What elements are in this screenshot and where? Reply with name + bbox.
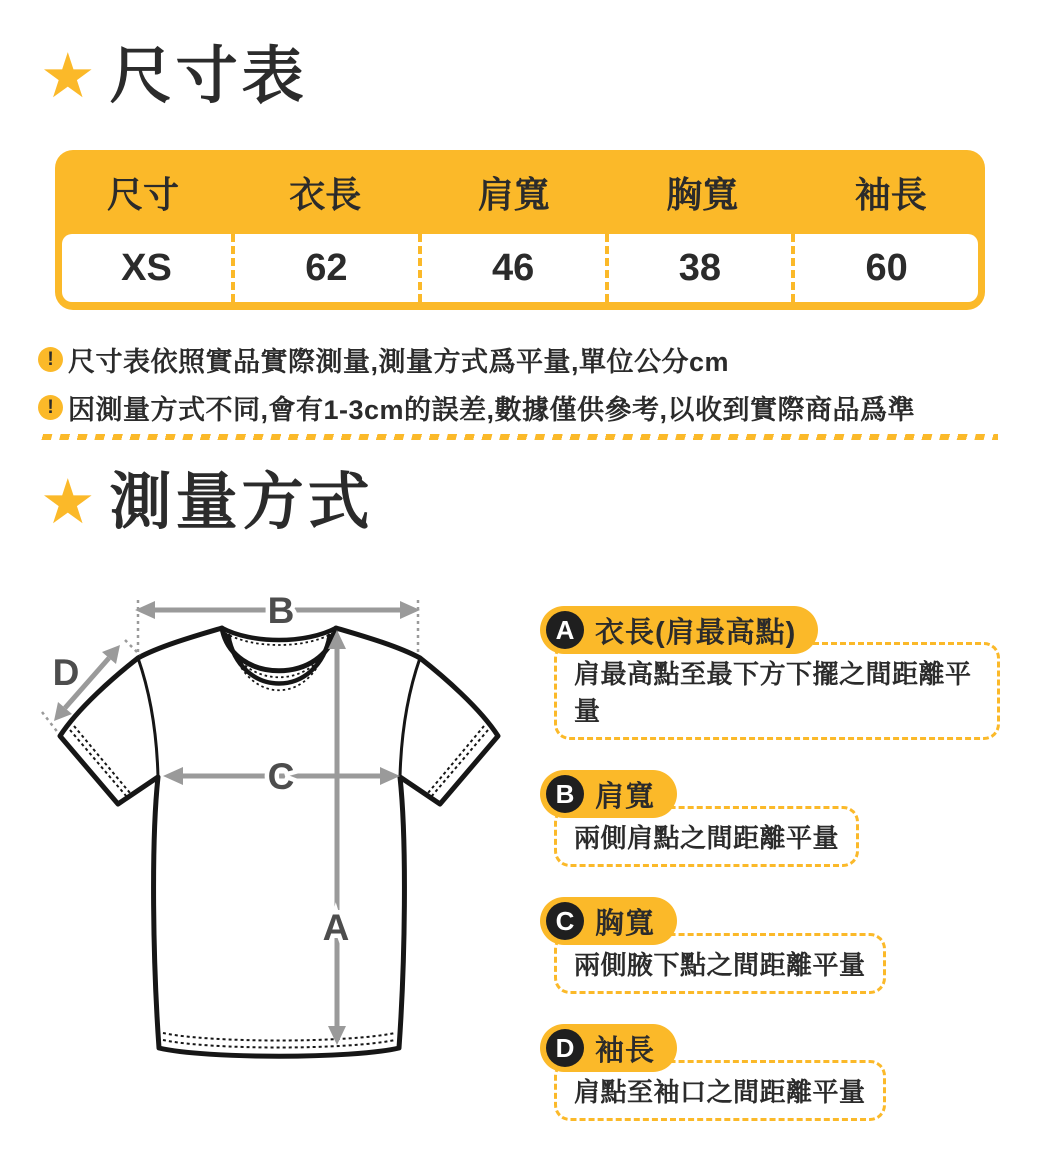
diagram-label-d: D	[52, 652, 80, 693]
diagram-label-b: B	[267, 590, 295, 631]
measure-item-b	[540, 770, 1000, 867]
measure-legend	[540, 606, 1000, 1151]
cell-shoulder: 46	[418, 234, 605, 302]
measure-pill	[540, 770, 677, 818]
col-header-chest: 胸寬	[666, 173, 739, 215]
measure-desc: 兩側肩點之間距離平量	[554, 806, 859, 867]
measure-title	[40, 468, 374, 538]
exclamation-icon: !	[38, 347, 63, 372]
measure-desc: 肩點至袖口之間距離平量	[554, 1060, 886, 1121]
exclamation-icon: !	[38, 395, 63, 420]
tshirt-measurement-diagram	[30, 588, 510, 1068]
letter-badge: D	[546, 1029, 584, 1067]
letter-badge: B	[546, 775, 584, 813]
measure-name: 肩寬	[595, 780, 656, 813]
tshirt-outline	[60, 628, 498, 1056]
measure-title-text: 測量方式	[109, 468, 374, 537]
measure-name: 袖長	[595, 1034, 656, 1067]
measure-desc: 兩側腋下點之間距離平量	[554, 933, 886, 994]
star-icon: ★	[40, 42, 96, 111]
diagram-label-a: A	[322, 907, 350, 948]
measure-item-c	[540, 897, 1000, 994]
measure-name: 衣長(肩最高點)	[595, 616, 797, 649]
size-chart-title	[40, 42, 308, 112]
measure-pill	[540, 606, 818, 654]
note-text: 尺寸表依照實品實際測量,測量方式爲平量,單位公分cm	[68, 347, 730, 377]
note-line	[38, 340, 915, 379]
measure-desc: 肩最高點至最下方下擺之間距離平量	[554, 642, 1000, 740]
letter-badge: C	[546, 902, 584, 940]
note-text: 因測量方式不同,會有1-3cm的誤差,數據僅供參考,以收到實際商品爲準	[68, 395, 916, 425]
measure-item-d	[540, 1024, 1000, 1121]
col-header-size: 尺寸	[106, 173, 179, 215]
note-line	[38, 388, 915, 427]
size-chart-title-text: 尺寸表	[109, 42, 308, 111]
col-header-length: 衣長	[289, 173, 362, 215]
size-table-data-row	[62, 234, 978, 302]
cell-size-name: XS	[121, 246, 172, 289]
measure-pill	[540, 897, 677, 945]
dashed-divider	[40, 434, 998, 440]
measure-item-a	[540, 606, 1000, 740]
col-header-sleeve: 袖長	[854, 173, 927, 215]
size-table	[55, 150, 985, 310]
col-header-shoulder: 肩寬	[477, 173, 550, 215]
cell-sleeve: 60	[791, 234, 978, 302]
size-table-header-row	[55, 150, 985, 234]
notes	[38, 340, 915, 436]
star-icon: ★	[40, 468, 96, 537]
cell-length: 62	[231, 234, 418, 302]
letter-badge: A	[546, 611, 584, 649]
diagram-label-c: C	[267, 756, 295, 797]
measure-pill	[540, 1024, 677, 1072]
cell-chest: 38	[605, 234, 792, 302]
measure-name: 胸寬	[595, 907, 656, 940]
